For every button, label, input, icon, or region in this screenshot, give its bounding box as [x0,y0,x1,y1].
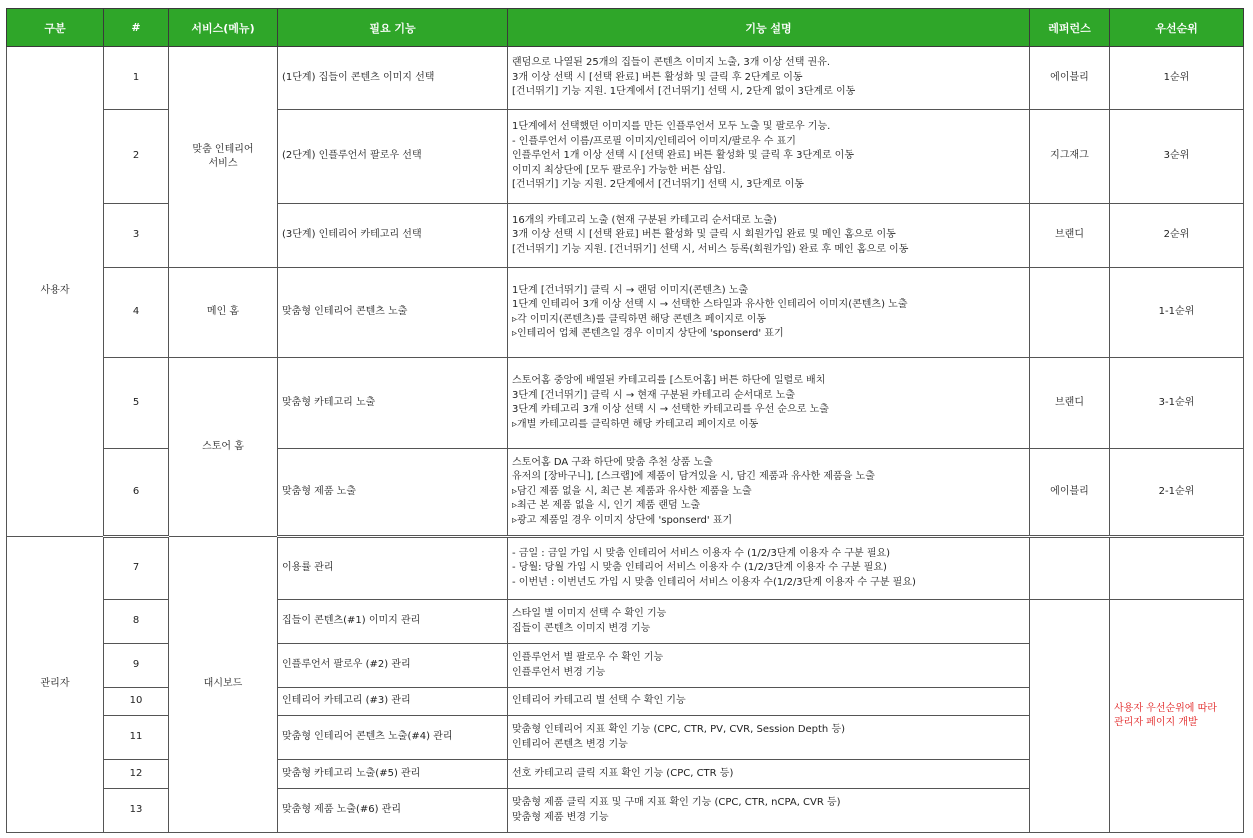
feature-cell: 이용률 관리 [278,537,508,600]
requirements-table [6,8,1244,833]
description-cell: - 금일 : 금일 가입 시 맞춤 인테리어 서비스 이용자 수 (1/2/3단계 이용자 수 구분 필요) - 당월: 당월 가입 시 맞춤 인테리어 서비스 이용자 수 (1/2/3단계 이용자 수 구분 필요) - 이번년 : 이번년도 가입 시 맞춤 인테리어 서비스 이용자 수(1/2/3단계 이용자 수 구분 필요) [508,537,1030,600]
header-priority: 우선순위 [1110,9,1244,47]
row-number: 7 [104,537,169,600]
service-store-home: 스토어 홈 [169,358,278,537]
row-number: 8 [104,600,169,644]
description-cell: 1단계에서 선택했던 이미지를 만든 인플루언서 모두 노출 및 팔로우 기능. - 인플루언서 이름/프로필 이미지/인테리어 이미지/팔로우 수 표기 인플루언서 1개 이상 선택 시 [선택 완료] 버튼 활성화 및 클릭 후 3단계로 이동 이미지 최상단에 [모두 팔로우] 가능한 버튼 삽입. [건너뛰기] 기능 지원. 2단계에서 [건너뛰기] 선택 시, 3단계로 이동 [508,110,1030,204]
row-number: 5 [104,358,169,449]
header-description: 기능 설명 [508,9,1030,47]
description-cell: 인플루언서 별 팔로우 수 확인 기능 인플루언서 변경 기능 [508,644,1030,688]
priority-cell: 3순위 [1110,110,1244,204]
feature-cell: (2단계) 인플루언서 팔로우 선택 [278,110,508,204]
group-user: 사용자 [7,47,104,537]
row-number: 10 [104,688,169,716]
priority-cell: 2-1순위 [1110,449,1244,537]
description-cell: 1단계 [건너뛰기] 클릭 시 → 랜덤 이미지(콘텐츠) 노출 1단계 인테리어 3개 이상 선택 시 → 선택한 스타일과 유사한 인테리어 이미지(콘텐츠) 노출 ▹각 이미지(콘텐츠)를 클릭하면 해당 콘텐츠 페이지로 이동 ▹인테리어 업체 콘텐츠일 경우 이미지 상단에 'sponserd' 표기 [508,268,1030,358]
description-cell: 스토어홈 DA 구좌 하단에 맞춤 추천 상품 노출 유저의 [장바구니], [스크랩]에 제품이 담겨있을 시, 담긴 제품과 유사한 제품을 노출 ▹담긴 제품 없을 시, 최근 본 제품과 유사한 제품을 노출 ▹최근 본 제품 없을 시, 인기 제품 랜덤 노출 ▹광고 제품일 경우 이미지 상단에 'sponserd' 표기 [508,449,1030,537]
feature-cell: 인테리어 카테고리 (#3) 관리 [278,688,508,716]
row-number: 4 [104,268,169,358]
group-admin: 관리자 [7,537,104,833]
priority-cell: 3-1순위 [1110,358,1244,449]
feature-cell: 집들이 콘텐츠(#1) 이미지 관리 [278,600,508,644]
row-number: 2 [104,110,169,204]
priority-cell: 1순위 [1110,47,1244,110]
reference-cell: 에이블리 [1030,449,1110,537]
description-cell: 맞춤형 제품 클릭 지표 및 구매 지표 확인 기능 (CPC, CTR, nCPA, CVR 등) 맞춤형 제품 변경 기능 [508,789,1030,833]
priority-cell [1110,537,1244,600]
feature-cell: 맞춤형 카테고리 노출(#5) 관리 [278,760,508,789]
header-service: 서비스(메뉴) [169,9,278,47]
service-main-home: 메인 홈 [169,268,278,358]
reference-cell [1030,537,1110,600]
row-number: 1 [104,47,169,110]
feature-cell: 맞춤형 카테고리 노출 [278,358,508,449]
feature-cell: 맞춤형 제품 노출(#6) 관리 [278,789,508,833]
reference-cell [1030,600,1110,833]
feature-cell: (3단계) 인테리어 카테고리 선택 [278,204,508,268]
feature-cell: (1단계) 집들이 콘텐츠 이미지 선택 [278,47,508,110]
description-cell: 인테리어 카테고리 별 선택 수 확인 기능 [508,688,1030,716]
row-number: 3 [104,204,169,268]
service-dashboard: 대시보드 [169,537,278,833]
table-row [7,47,1244,110]
row-number: 11 [104,716,169,760]
reference-cell: 브랜디 [1030,204,1110,268]
description-cell: 선호 카테고리 클릭 지표 확인 기능 (CPC, CTR 등) [508,760,1030,789]
feature-cell: 맞춤형 제품 노출 [278,449,508,537]
description-cell: 스타일 별 이미지 선택 수 확인 기능 집들이 콘텐츠 이미지 변경 기능 [508,600,1030,644]
row-number: 13 [104,789,169,833]
feature-cell: 인플루언서 팔로우 (#2) 관리 [278,644,508,688]
row-number: 6 [104,449,169,537]
feature-cell: 맞춤형 인테리어 콘텐츠 노출 [278,268,508,358]
header-category: 구분 [7,9,104,47]
reference-cell: 브랜디 [1030,358,1110,449]
header-reference: 레퍼런스 [1030,9,1110,47]
header-number: # [104,9,169,47]
priority-cell: 2순위 [1110,204,1244,268]
description-cell: 맞춤형 인테리어 지표 확인 기능 (CPC, CTR, PV, CVR, Session Depth 등) 인테리어 콘텐츠 변경 기능 [508,716,1030,760]
priority-cell: 1-1순위 [1110,268,1244,358]
reference-cell: 에이블리 [1030,47,1110,110]
header-feature: 필요 기능 [278,9,508,47]
description-cell: 16개의 카테고리 노출 (현재 구분된 카테고리 순서대로 노출) 3개 이상 선택 시 [선택 완료] 버튼 활성화 및 클릭 시 회원가입 완료 및 메인 홈으로 이동 [건너뛰기] 기능 지원. [건너뛰기] 선택 시, 서비스 등록(회원가입) 완료 후 메인 홈으로 이동 [508,204,1030,268]
row-number: 12 [104,760,169,789]
header-row [7,9,1244,47]
description-cell: 랜덤으로 나열된 25개의 집들이 콘텐츠 이미지 노출, 3개 이상 선택 권유. 3개 이상 선택 시 [선택 완료] 버튼 활성화 및 클릭 후 2단계로 이동 [건너뛰기] 기능 지원. 1단계에서 [건너뛰기] 선택 시, 2단계 없이 3단계로 이동 [508,47,1030,110]
description-cell: 스토어홈 중앙에 배열된 카테고리를 [스토어홈] 버튼 하단에 일렬로 배치 3단계 [건너뛰기] 클릭 시 → 현재 구분된 카테고리 순서대로 노출 3단계 카테고리 3개 이상 선택 시 → 선택한 카테고리를 우선 순으로 노출 ▹개별 카테고리를 클릭하면 해당 카테고리 페이지로 이동 [508,358,1030,449]
table-row [7,537,1244,600]
row-number: 9 [104,644,169,688]
table-row [7,268,1244,358]
admin-priority-note: 사용자 우선순위에 따라 관리자 페이지 개발 [1110,600,1244,833]
table-row [7,358,1244,449]
reference-cell: 지그재그 [1030,110,1110,204]
service-custom-interior: 맞춤 인테리어 서비스 [169,47,278,268]
reference-cell [1030,268,1110,358]
feature-cell: 맞춤형 인테리어 콘텐츠 노출(#4) 관리 [278,716,508,760]
